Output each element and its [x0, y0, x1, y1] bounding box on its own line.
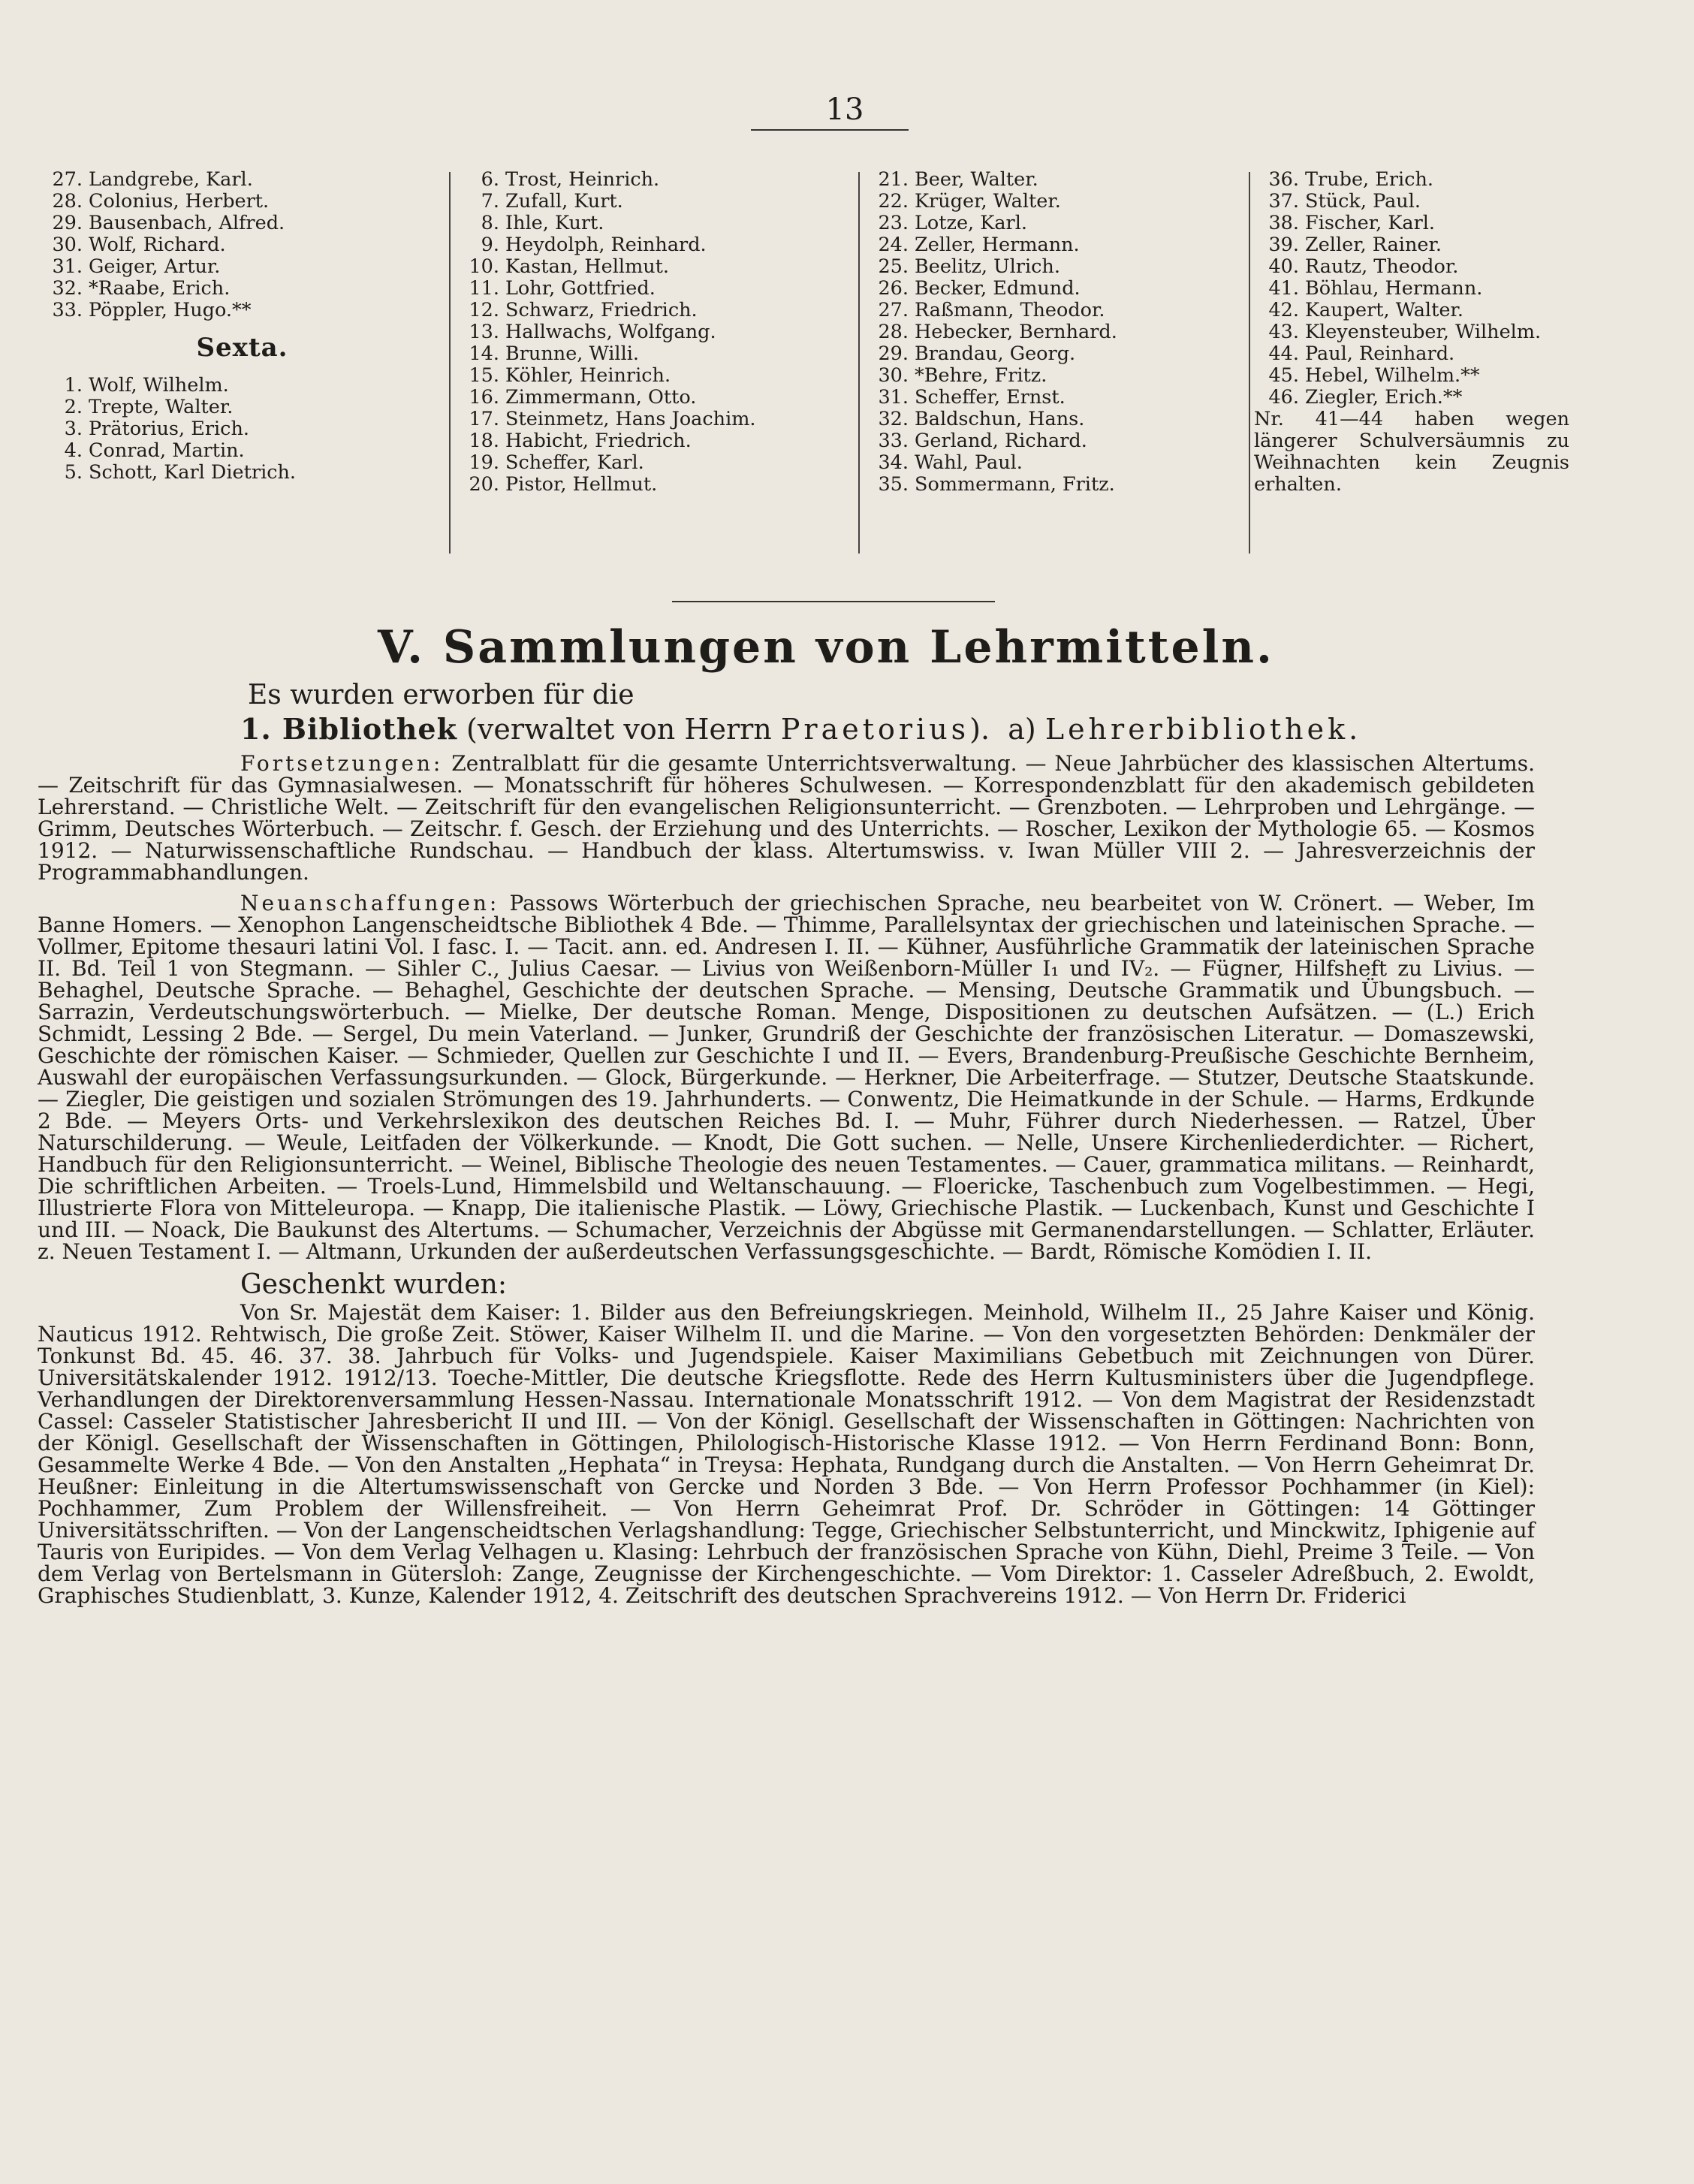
student-name: Beelitz, Ulrich. [915, 255, 1060, 278]
neuanschaffungen-label: Neuanschaffungen: [240, 891, 500, 916]
list-item [864, 191, 1246, 213]
list-item [454, 213, 856, 234]
student-name: Sommermann, Fritz. [915, 473, 1115, 496]
student-name: Raßmann, Theodor. [915, 299, 1105, 321]
list-item [454, 234, 856, 256]
item-number: 3. [64, 418, 83, 440]
list-item [454, 409, 856, 430]
item-number: 24. [878, 234, 909, 256]
list-item [1254, 234, 1569, 256]
list-item [864, 409, 1246, 430]
list-item [454, 343, 856, 365]
list-item [1254, 387, 1569, 409]
item-number: 16. [469, 386, 499, 409]
item-number: 9. [481, 234, 499, 256]
list-item [38, 300, 447, 321]
student-column-3 [864, 169, 1246, 496]
item-number: 17. [469, 408, 499, 430]
student-name: Landgrebe, Karl. [89, 168, 253, 191]
column-divider [449, 172, 451, 554]
item-number: 1. [64, 374, 83, 397]
list-item [454, 474, 856, 496]
student-name: Trube, Erich. [1305, 168, 1434, 191]
student-name: Lotze, Karl. [915, 212, 1027, 234]
librarian-name: Praetorius [780, 713, 970, 746]
student-name: Steinmetz, Hans Joachim. [505, 408, 756, 430]
item-number: 5. [64, 461, 83, 484]
list-item [454, 169, 856, 191]
student-name: Wahl, Paul. [915, 451, 1023, 474]
student-name: Ihle, Kurt. [505, 212, 604, 234]
item-number: 36. [1268, 168, 1299, 191]
student-name: Schwarz, Friedrich. [505, 299, 698, 321]
student-name: Böhlau, Hermann. [1305, 277, 1483, 300]
student-name: Ziegler, Erich.** [1305, 386, 1463, 409]
section-intro: Es wurden erworben für die [248, 680, 634, 710]
item-number: 42. [1268, 299, 1299, 321]
student-column-4 [1254, 169, 1569, 496]
page-number-rule [751, 129, 909, 131]
student-name: Paul, Reinhard. [1305, 342, 1455, 365]
list-item [38, 375, 447, 397]
list-item [864, 234, 1246, 256]
student-name: Becker, Edmund. [915, 277, 1081, 300]
student-name: Bausenbach, Alfred. [89, 212, 285, 234]
item-number: 26. [878, 277, 909, 300]
list-item [38, 169, 447, 191]
list-item [454, 452, 856, 474]
fortsetzungen-label: Fortsetzungen: [240, 751, 444, 776]
item-number: 10. [469, 255, 499, 278]
student-name: Heydolph, Reinhard. [505, 234, 707, 256]
item-number: 27. [52, 168, 83, 191]
student-name: Conrad, Martin. [89, 439, 245, 462]
list-item [864, 343, 1246, 365]
geschenkt-heading: Geschenkt wurden: [240, 1269, 507, 1300]
student-name: Hebecker, Bernhard. [915, 321, 1117, 343]
list-item [1254, 365, 1569, 387]
student-column-1 [38, 169, 447, 484]
student-name: Brandau, Georg. [915, 342, 1076, 365]
item-number: 38. [1268, 212, 1299, 234]
item-number: 37. [1268, 190, 1299, 213]
student-name: Hallwachs, Wolfgang. [505, 321, 716, 343]
subsection-letter: a) [1008, 713, 1036, 746]
list-item [864, 474, 1246, 496]
list-item [864, 213, 1246, 234]
student-name: Lohr, Gottfried. [505, 277, 656, 300]
column-divider [1249, 172, 1250, 554]
item-number: 30. [878, 364, 909, 387]
list-item [38, 278, 447, 300]
list-item [454, 300, 856, 321]
student-name: Rautz, Theodor. [1305, 255, 1459, 278]
student-name: Brunne, Willi. [505, 342, 639, 365]
list-item [864, 452, 1246, 474]
list-item [1254, 278, 1569, 300]
item-number: 23. [878, 212, 909, 234]
list-item [454, 365, 856, 387]
item-number: 33. [878, 430, 909, 452]
item-number: 31. [52, 255, 83, 278]
item-number: 32. [878, 408, 909, 430]
student-name: Scheffer, Ernst. [915, 386, 1066, 409]
list-item [454, 191, 856, 213]
item-number: 41. [1268, 277, 1299, 300]
list-item [864, 430, 1246, 452]
item-number: 44. [1268, 342, 1299, 365]
list-item [1254, 256, 1569, 278]
item-number: 12. [469, 299, 499, 321]
class-heading-sexta: Sexta. [196, 333, 288, 363]
item-number: 11. [469, 277, 499, 300]
item-number: 13. [469, 321, 499, 343]
list-item [38, 418, 447, 440]
student-name: Hebel, Wilhelm.** [1305, 364, 1480, 387]
item-number: 46. [1268, 386, 1299, 409]
list-item [454, 278, 856, 300]
list-item [864, 321, 1246, 343]
list-item [454, 321, 856, 343]
item-number: 29. [52, 212, 83, 234]
student-name: Prätorius, Erich. [89, 418, 249, 440]
subsection-paren-close: ). [969, 713, 990, 746]
item-number: 43. [1268, 321, 1299, 343]
item-number: 15. [469, 364, 499, 387]
item-number: 28. [52, 190, 83, 213]
list-item [38, 440, 447, 462]
acquisitions-body [38, 753, 1535, 1606]
item-number: 20. [469, 473, 499, 496]
student-name: Beer, Walter. [915, 168, 1038, 191]
page-number: 13 [825, 92, 864, 127]
list-item [864, 278, 1246, 300]
student-name: Kleyensteuber, Wilhelm. [1305, 321, 1542, 343]
student-name: Gerland, Richard. [915, 430, 1087, 452]
student-name: Scheffer, Karl. [505, 451, 644, 474]
absence-note: Nr. 41—44 haben wegen längerer Schulversäumnis zu Weihnachten kein Zeugnis erhalten. [1254, 408, 1569, 496]
item-number: 31. [878, 386, 909, 409]
list-item [38, 213, 447, 234]
list-item [38, 191, 447, 213]
list-item [1254, 169, 1569, 191]
student-name: Pöppler, Hugo.** [89, 299, 252, 321]
column-divider [858, 172, 860, 554]
list-item [864, 256, 1246, 278]
item-number: 27. [878, 299, 909, 321]
student-name: Fischer, Karl. [1305, 212, 1436, 234]
student-name: Zeller, Hermann. [915, 234, 1080, 256]
item-number: 2. [64, 396, 83, 418]
item-number: 45. [1268, 364, 1299, 387]
item-number: 34. [878, 451, 909, 474]
list-item [454, 256, 856, 278]
student-name: Geiger, Artur. [89, 255, 221, 278]
item-number: 39. [1268, 234, 1299, 256]
list-item [38, 234, 447, 256]
list-item [1254, 213, 1569, 234]
student-name: Trepte, Walter. [89, 396, 234, 418]
student-name: *Behre, Fritz. [915, 364, 1047, 387]
list-item [38, 256, 447, 278]
lehrerbibliothek-label: Lehrerbibliothek [1044, 713, 1349, 746]
student-name: Habicht, Friedrich. [505, 430, 692, 452]
student-name: Wolf, Wilhelm. [89, 374, 229, 397]
student-name: Zimmermann, Otto. [505, 386, 697, 409]
list-item [1254, 300, 1569, 321]
fortsetzungen-text: Zentralblatt für die gesamte Unterrichtsverwaltung. — Neue Jahrbücher des klassischen Altertums. — Zeitschrift für das Gymnasialwesen. — Monatsschrift für höheres Schulwesen. — Korrespondenzblatt für den akademisch gebildeten Lehrerstand. — Christliche Welt. — Zeitschrift für den evangelischen Religionsunterricht. — Grenzboten. — Lehrproben und Lehrgänge. — Grimm, Deutsches Wörterbuch. — Zeitschr. f. Gesch. der Erziehung und des Unterrichts. — Roscher, Lexikon der Mythologie 65. — Kosmos 1912. — Naturwissenschaftliche Rundschau. — Handbuch der klass. Altertumswiss. v. Iwan Müller VIII 2. — Jahresverzeichnis der Programmabhandlungen. [38, 751, 1535, 885]
item-number: 7. [481, 190, 499, 213]
student-name: Stück, Paul. [1305, 190, 1421, 213]
list-item [1254, 343, 1569, 365]
list-item [864, 387, 1246, 409]
item-number: 21. [878, 168, 909, 191]
list-item [454, 387, 856, 409]
subsection-heading [240, 712, 1358, 747]
item-number: 19. [469, 451, 499, 474]
item-number: 25. [878, 255, 909, 278]
list-item [1254, 191, 1569, 213]
student-name: Pistor, Hellmut. [505, 473, 658, 496]
donors-paragraph: Von Sr. Majestät dem Kaiser: 1. Bilder aus den Befreiungskriegen. Meinhold, Wilhelm II., 25 Jahre Kaiser und König. Nauticus 1912. Rehtwisch, Die große Zeit. Stöwer, Kaiser Wilhelm II. und die Marine. — Von den vorgesetzten Behörden: Denkmäler der Tonkunst Bd. 45. 46. 37. 38. Jahrbuch für Volks- und Jugendspiele. Kaiser Maximilians Gebetbuch mit Zeichnungen von Dürer. Universitätskalender 1912. 1912/13. Toeche-Mittler, Die deutsche Kriegsflotte. Rede des Herrn Kultusministers über die Jugendpflege. Verhandlungen der Direktorenversammlung Hessen-Nassau. Internationale Monatsschrift 1912. — Von dem Magistrat der Residenzstadt Cassel: Casseler Statistischer Jahresbericht II und III. — Von der Königl. Gesellschaft der Wissenschaften in Göttingen: Nachrichten von der Königl. Gesellschaft der Wissenschaften in Göttingen, Philologisch-Historische Klasse 1912. — Von Herrn Ferdinand Bonn: Bonn, Gesammelte Werke 4 Bde. — Von den Anstalten „Hephata“ in Treysa: Hephata, Rundgang durch die Anstalten. — Von Herrn Geheimrat Dr. Heußner: Einleitung in die Altertumswissenschaft von Gercke und Norden 3 Bde. — Von Herrn Professor Pochhammer (in Kiel): Pochhammer, Zum Problem der Willensfreiheit. — Von Herrn Geheimrat Prof. Dr. Schröder in Göttingen: 14 Göttinger Universitätsschriften. — Von der Langenscheidtschen Verlagshandlung: Tegge, Griechischer Selbstunterricht, und Minckwitz, Iphigenie auf Tauris von Euripides. — Von dem Verlag Velhagen u. Klasing: Lehrbuch der französischen Sprache von Kühn, Diehl, Preime 3 Teile. — Von dem Verlag von Bertelsmann in Gütersloh: Zange, Zeugnisse der Kirchengeschichte. — Vom Direktor: 1. Casseler Adreßbuch, 2. Ewoldt, Graphisches Studienblatt, 3. Kunze, Kalender 1912, 4. Zeitschrift des deutschen Sprachvereins 1912. — Von Herrn Dr. Friderici [38, 1300, 1535, 1608]
student-column-2 [454, 169, 856, 496]
student-name: Trost, Heinrich. [505, 168, 660, 191]
item-number: 40. [1268, 255, 1299, 278]
list-item [864, 169, 1246, 191]
subsection-end: . [1349, 713, 1358, 746]
student-name: *Raabe, Erich. [89, 277, 231, 300]
item-number: 6. [481, 168, 499, 191]
item-number: 28. [878, 321, 909, 343]
student-name: Kaupert, Walter. [1305, 299, 1463, 321]
student-name: Kastan, Hellmut. [505, 255, 670, 278]
item-number: 4. [64, 439, 83, 462]
list-item [454, 430, 856, 452]
item-number: 29. [878, 342, 909, 365]
student-name: Zeller, Rainer. [1305, 234, 1442, 256]
list-item [1254, 321, 1569, 343]
list-item [38, 397, 447, 418]
list-item [38, 462, 447, 484]
subsection-number-title: 1. Bibliothek [240, 712, 457, 746]
student-name: Colonius, Herbert. [89, 190, 270, 213]
item-number: 14. [469, 342, 499, 365]
student-name: Krüger, Walter. [915, 190, 1061, 213]
item-number: 35. [878, 473, 909, 496]
student-name: Wolf, Richard. [89, 234, 226, 256]
student-name: Baldschun, Hans. [915, 408, 1085, 430]
item-number: 33. [52, 299, 83, 321]
student-lists [38, 168, 1569, 575]
student-name: Köhler, Heinrich. [505, 364, 671, 387]
student-name: Zufall, Kurt. [505, 190, 623, 213]
section-divider [672, 601, 995, 602]
item-number: 30. [52, 234, 83, 256]
list-item [864, 365, 1246, 387]
item-number: 18. [469, 430, 499, 452]
list-item [864, 300, 1246, 321]
neuanschaffungen-paragraph [38, 892, 1535, 1262]
student-name: Schott, Karl Dietrich. [89, 461, 297, 484]
section-title: V. Sammlungen von Lehrmitteln. [378, 621, 1274, 674]
item-number: 22. [878, 190, 909, 213]
neuanschaffungen-text: Passows Wörterbuch der griechischen Sprache, neu bearbeitet von W. Crönert. — Weber, Im Banne Homers. — Xenophon Langenscheidtsche Bibliothek 4 Bde. — Thimme, Parallelsyntax der griechischen und lateinischen Sprache. — Vollmer, Epitome thesauri latini Vol. I fasc. I. — Tacit. ann. ed. Andresen I. II. — Kühner, Ausführliche Grammatik der lateinischen Sprache II. Bd. Teil 1 von Stegmann. — Sihler C., Julius Caesar. — Livius von Weißenborn-Müller I₁ und IV₂. — Fügner, Hilfsheft zu Livius. — Behaghel, Deutsche Sprache. — Behaghel, Geschichte der deutschen Sprache. — Mensing, Deutsche Grammatik und Übungsbuch. — Sarrazin, Verdeutschungswörterbuch. — Mielke, Der deutsche Roman. Menge, Dispositionen zu deutschen Aufsätzen. — (L.) Erich Schmidt, Lessing 2 Bde. — Sergel, Du mein Vaterland. — Junker, Grundriß der Geschichte der französischen Literatur. — Domaszewski, Geschichte der römischen Kaiser. — Schmieder, Quellen zur Geschichte I und II. — Evers, Brandenburg-Preußische Geschichte Bernheim, Auswahl der europäischen Verfassungsurkunden. — Glock, Bürgerkunde. — Herkner, Die Arbeiterfrage. — Stutzer, Deutsche Staatskunde. — Ziegler, Die geistigen und sozialen Strömungen des 19. Jahrhunderts. — Conwentz, Die Heimatkunde in der Schule. — Harms, Erdkunde 2 Bde. — Meyers Orts- und Verkehrslexikon des deutschen Reiches Bd. I. — Muhr, Führer durch Niederhessen. — Ratzel, Über Naturschilderung. — Weule, Leitfaden der Völkerkunde. — Knodt, Die Gott suchen. — Nelle, Unsere Kirchenliederdichter. — Richert, Handbuch für den Religionsunterricht. — Weinel, Biblische Theologie des neuen Testamentes. — Cauer, grammatica militans. — Reinhardt, Die schriftlichen Arbeiten. — Troels-Lund, Himmelsbild und Weltanschauung. — Floericke, Taschenbuch zum Vogelbestimmen. — Hegi, Illustrierte Flora von Mitteleuropa. — Knapp, Die italienische Plastik. — Löwy, Griechische Plastik. — Luckenbach, Kunst und Geschichte I und III. — Noack, Die Baukunst des Altertums. — Schumacher, Verzeichnis der Abgüsse mit Germanendarstellungen. — Schlatter, Erläuter. z. Neuen Testament I. — Altmann, Urkunden der außerdeutschen Verfassungsgeschichte. — Bardt, Römische Komödien I. II. [38, 891, 1535, 1264]
fortsetzungen-paragraph [38, 753, 1535, 883]
item-number: 8. [481, 212, 499, 234]
subsection-paren-open: (verwaltet von Herrn [466, 713, 781, 746]
item-number: 32. [52, 277, 83, 300]
